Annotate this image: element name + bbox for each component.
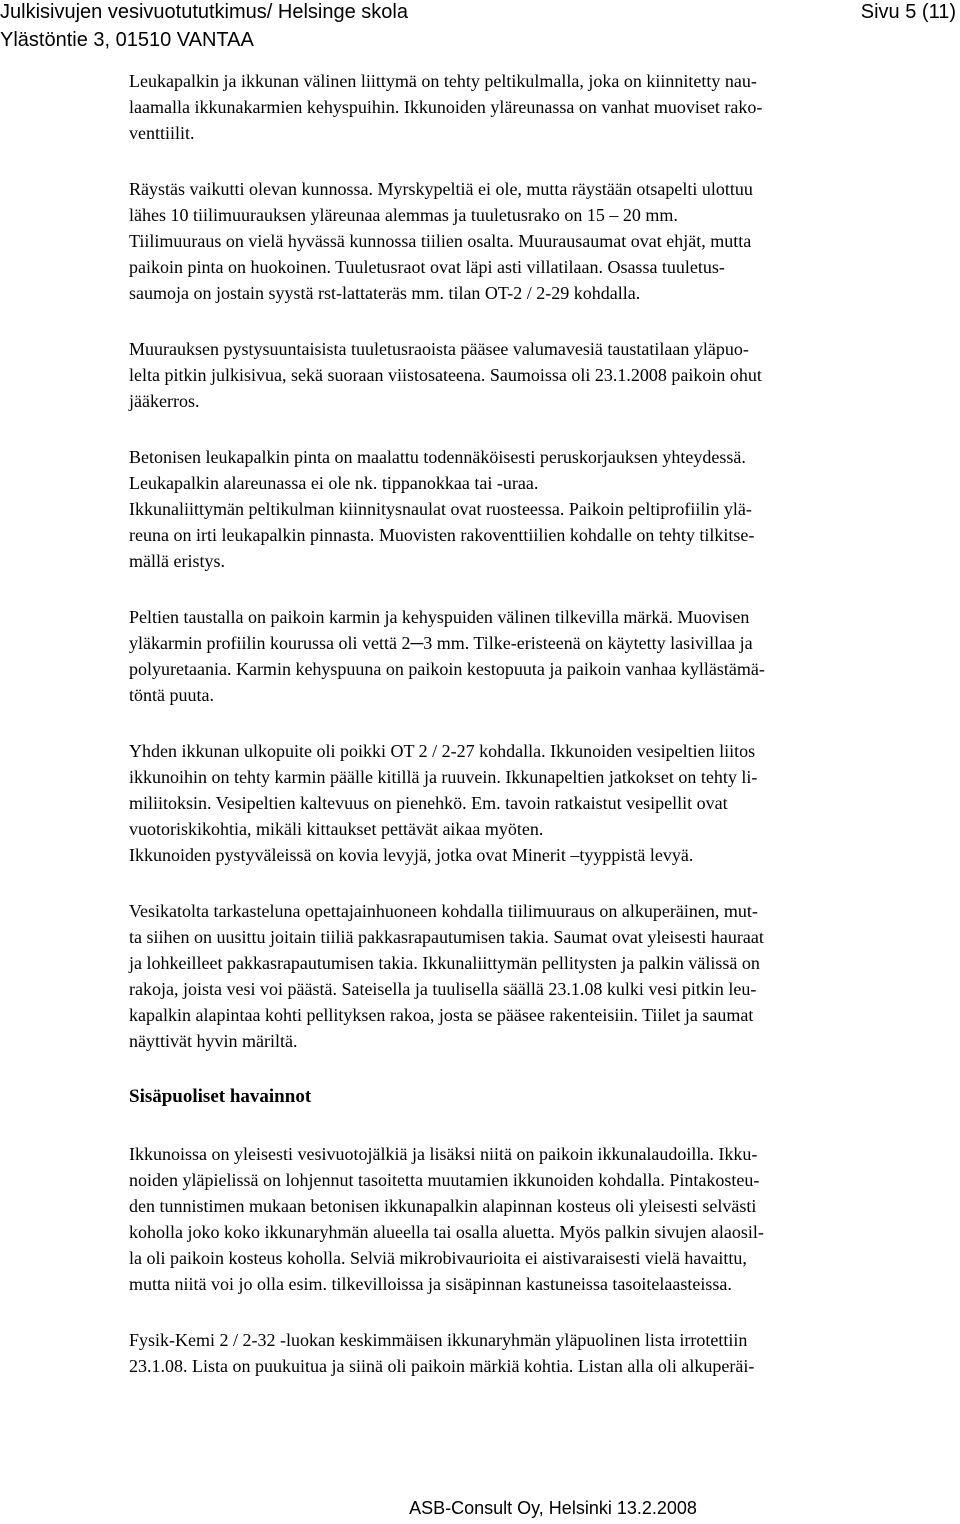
page-header [0,0,960,56]
footer-text: ASB-Consult Oy, Helsinki 13.2.2008 [409,1498,697,1518]
document-title: Julkisivujen vesivuotututkimus/ Helsinge skola [0,1,408,23]
paragraph-window-sash: Yhden ikkunan ulkopuite oli poikki OT 2 / 2-27 kohdalla. Ikkunoiden vesipeltien liitos ikkunoihin on tehty karmin päälle kitillä ja ruuvein. Ikkunapeltien jatkokset on tehty li- miliitoksin. Vesipeltien kaltevuus on pienehkö. Em. tavoin ratkaistut vesipellit ovat vuotoriskikohtia, mikäli kittaukset pettävät aikaa myöten. Ikkunoiden pystyväleissä on kovia levyjä, jotka ovat Minerit –tyyppistä levyä. [129,741,758,865]
paragraph-window-joint: Leukapalkin ja ikkunan välinen liittymä on tehty peltikulmalla, joka on kiinnitetty nau- laamalla ikkunakarmien kehyspuihin. Ikkunoiden yläreunassa on vanhat muoviset rako- venttiilit. [129,71,763,143]
page-footer [0,1496,960,1520]
paragraph-lintel-surface: Betonisen leukapalkin pinta on maalattu todennäköisesti peruskorjauksen yhteydessä. Leukapalkin alareunassa ei ole nk. tippanokkaa tai -uraa. Ikkunaliittymän peltikulman kiinnitysnaulat ovat ruosteessa. Paikoin peltiprofiilin ylä- reuna on irti leukapalkin pinnasta. Muovisten rakoventtiilien kohdalle on tehty tilkitse- mällä eristys. [129,447,755,571]
paragraph-roof-inspection: Vesikatolta tarkasteluna opettajainhuoneen kohdalla tiilimuuraus on alkuperäinen, mut- ta siihen on uusittu joitain tiiliä pakkasrapautumisen takia. Saumat ovat yleisesti hauraat ja lohkeilleet pakkasrapautumisen takia. Ikkunaliittymän pellitysten ja palkin välissä on rakoja, joista vesi voi päästä. Sateisella ja tuulisella säällä 23.1.08 kulki vesi pitkin leu- kapalkin alapintaa kohti pellityksen rakoa, josta se pääsee rakenteisiin. Tiilet ja saumat näyttivät hyvin märiltä. [129,901,764,1051]
document-body [129,68,955,1379]
paragraph-eaves: Räystäs vaikutti olevan kunnossa. Myrskypeltiä ei ole, mutta räystään otsapelti ulottuu lähes 10 tiilimuurauksen yläreunaa alemmas ja tuuletusrako on 15 – 20 mm. Tiilimuuraus on vielä hyvässä kunnossa tiilien osalta. Muurausaumat ovat ehjät, mutta paikoin pinta on huokoinen. Tuuletusraot ovat läpi asti villatilaan. Osassa tuuletus- saumoja on jostain syystä rst-lattateräs mm. tilan OT-2 / 2-29 kohdalla. [129,179,753,303]
paragraph-interior-leaks: Ikkunoissa on yleisesti vesivuotojälkiä ja lisäksi niitä on paikoin ikkunalaudoilla. Ikku- noiden yläpielissä on lohjennut tasoitetta muutamien ikkunoiden kohdalla. Pintakosteu- den tunnistimen mukaan betonisen ikkunapalkin alapinnan kosteus oli yleisesti selvästi koholla joko koko ikkunaryhmän alueella tai osalla aluetta. Myös palkin sivujen alaosil- la oli paikoin kosteus koholla. Selviä mikrobivaurioita ei aistivaraisesti vielä havaittu, mutta niitä voi jo olla esim. tilkevilloissa ja sisäpinnan kastuneissa tasoitelaasteissa. [129,1144,764,1294]
document-address: Ylästöntie 3, 01510 VANTAA [0,29,254,51]
paragraph-fysik-kemi: Fysik-Kemi 2 / 2-32 -luokan keskimmäisen ikkunaryhmän yläpuolinen lista irrotettiin 23.1.08. Lista on puukuitua ja siinä oli paikoin märkiä kohtia. Listan alla oli alkuperäi- [129,1330,755,1376]
section-heading: Sisäpuoliset havainnot [129,1086,312,1107]
paragraph-sheet-metal: Peltien taustalla on paikoin karmin ja kehyspuiden välinen tilkevilla märkä. Muovisen yläkarmin profiilin kourussa oli vettä 2─3 mm. Tilke-eristeenä on käytetty lasivillaa ja polyuretaania. Karmin kehyspuuna on paikoin kestopuuta ja paikoin vanhaa kyllästämä- töntä puuta. [129,607,765,705]
paragraph-ventilation-gaps: Muurauksen pystysuuntaisista tuuletusraoista pääsee valumavesiä taustatilaan yläpuo- lelta pitkin julkisivua, sekä suoraan viistosateena. Saumoissa oli 23.1.2008 paikoin ohut jääkerros. [129,339,762,411]
page-number: Sivu 5 (11) [860,1,956,23]
